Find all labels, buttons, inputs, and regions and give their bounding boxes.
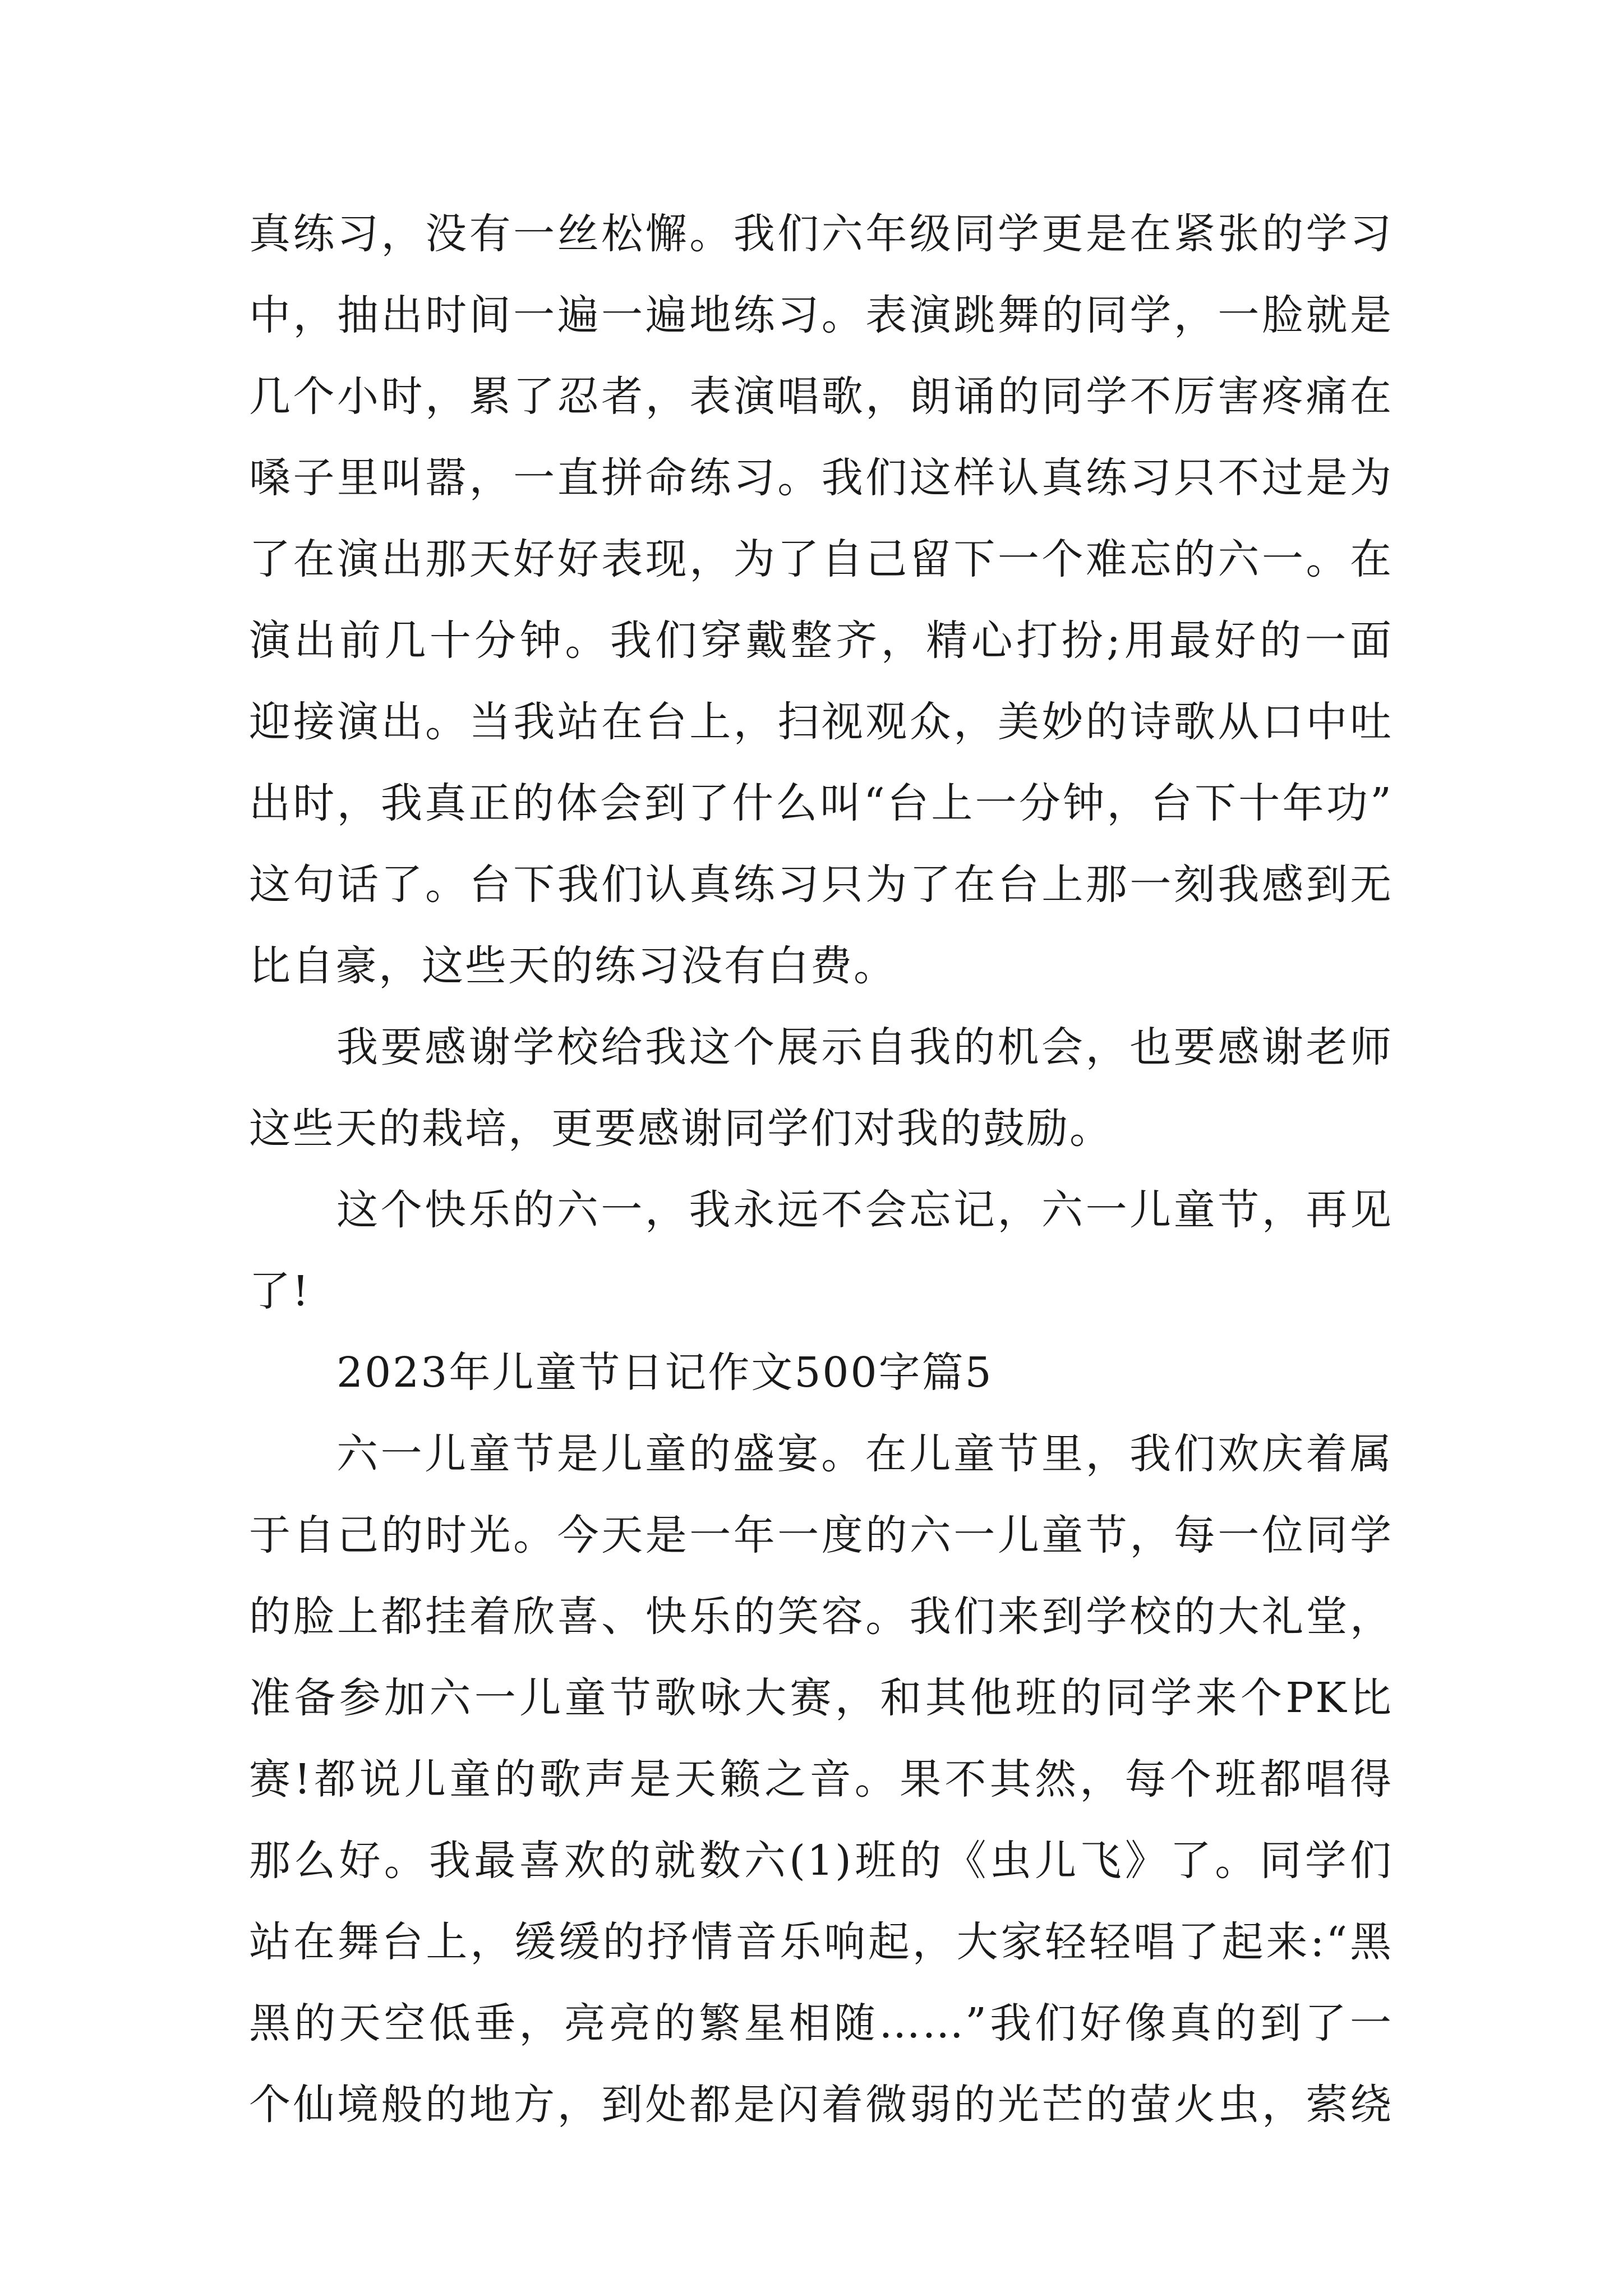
text-line: 那么好。我最喜欢的就数六(1)班的《虫儿飞》了。同学们 bbox=[249, 1837, 1393, 1885]
text-line: 准备参加六一儿童节歌咏大赛，和其他班的同学来个PK比 bbox=[249, 1674, 1393, 1722]
text-line: 于自己的时光。今天是一年一度的六一儿童节，每一位同学 bbox=[249, 1511, 1393, 1559]
text-line: 这句话了。台下我们认真练习只为了在台上那一刻我感到无 bbox=[249, 861, 1393, 909]
text-line: 出时，我真正的体会到了什么叫“台上一分钟，台下十年功” bbox=[249, 779, 1393, 827]
text-line: 黑的天空低垂，亮亮的繁星相随……”我们好像真的到了一 bbox=[249, 1999, 1393, 2047]
text-line: 的脸上都挂着欣喜、快乐的笑容。我们来到学校的大礼堂， bbox=[249, 1593, 1393, 1641]
text-line: 这些天的栽培，更要感谢同学们对我的鼓励。 bbox=[249, 1105, 1113, 1153]
text-line: 了在演出那天好好表现，为了自己留下一个难忘的六一。在 bbox=[249, 535, 1393, 583]
text-line: 我要感谢学校给我这个展示自我的机会，也要感谢老师 bbox=[336, 1023, 1393, 1071]
text-line: 赛!都说儿童的歌声是天籁之音。果不其然，每个班都唱得 bbox=[249, 1755, 1393, 1803]
text-line: 了! bbox=[249, 1267, 311, 1315]
text-line: 迎接演出。当我站在台上，扫视观众，美妙的诗歌从口中吐 bbox=[249, 698, 1393, 746]
text-line: 演出前几十分钟。我们穿戴整齐，精心打扮;用最好的一面 bbox=[249, 616, 1393, 665]
text-line: 六一儿童节是儿童的盛宴。在儿童节里，我们欢庆着属 bbox=[336, 1430, 1393, 1478]
text-line: 嗓子里叫嚣，一直拼命练习。我们这样认真练习只不过是为 bbox=[249, 454, 1393, 502]
text-line: 真练习，没有一丝松懈。我们六年级同学更是在紧张的学习 bbox=[249, 210, 1393, 258]
text-line: 比自豪，这些天的练习没有白费。 bbox=[249, 942, 897, 990]
text-line: 2023年儿童节日记作文500字篇5 bbox=[336, 1349, 993, 1397]
text-line: 站在舞台上，缓缓的抒情音乐响起，大家轻轻唱了起来:“黑 bbox=[249, 1918, 1393, 1966]
text-line: 几个小时，累了忍者，表演唱歌，朗诵的同学不厉害疼痛在 bbox=[249, 372, 1393, 421]
text-line: 这个快乐的六一，我永远不会忘记，六一儿童节，再见 bbox=[336, 1186, 1393, 1234]
document-body bbox=[249, 194, 1393, 2146]
text-line: 个仙境般的地方，到处都是闪着微弱的光芒的萤火虫，萦绕 bbox=[249, 2081, 1393, 2129]
text-line: 中，抽出时间一遍一遍地练习。表演跳舞的同学，一脸就是 bbox=[249, 291, 1393, 339]
